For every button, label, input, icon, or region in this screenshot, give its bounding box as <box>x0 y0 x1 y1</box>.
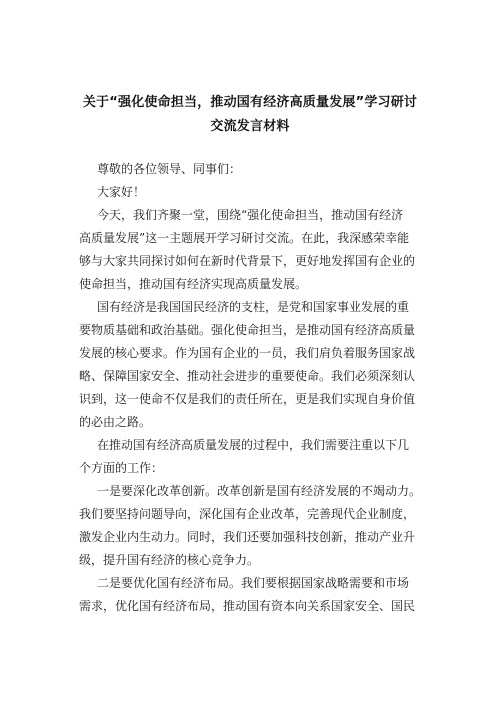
paragraph-5 <box>79 572 434 618</box>
greeting: 尊敬的各位领导、同事们： <box>97 162 242 176</box>
paragraph-line: 一是要深化改革创新。改革创新是国有经济发展的不竭动力。 <box>97 484 422 498</box>
paragraph-line: 激发企业内生动力。同时，我们还要加强科技创新，推动产业升 <box>79 530 416 544</box>
paragraph-line: 级，提升国有经济的核心竞争力。 <box>79 553 260 567</box>
paragraph-1 <box>79 204 434 296</box>
paragraph-line: 要物质基础和政治基础。强化使命担当，是推动国有经济高质量 <box>79 323 416 337</box>
document-title-line-1: 关于“强化使命担当，推动国有经济高质量发展”学习研讨 <box>82 95 418 110</box>
paragraph-line: 够与大家共同探讨如何在新时代背景下，更好地发挥国有企业的 <box>79 254 416 268</box>
paragraph-line: 略、保障国家安全、推动社会进步的重要使命。我们必须深刻认 <box>79 369 416 383</box>
paragraph-line: 的必由之路。 <box>79 415 152 429</box>
salutation: 大家好！ <box>97 185 146 199</box>
paragraph-line: 识到，这一使命不仅是我们的责任所在，更是我们实现自身价值 <box>79 392 416 406</box>
paragraph-3 <box>79 434 434 480</box>
paragraph-line: 在推动国有经济高质量发展的过程中，我们需要注重以下几 <box>97 438 410 452</box>
paragraph-line: 需求，优化国有经济布局，推动国有资本向关系国家安全、国民 <box>79 599 416 613</box>
document-title-line-2: 交流发言材料 <box>210 119 290 134</box>
paragraph-line: 今天，我们齐聚一堂，围绕“强化使命担当，推动国有经济 <box>97 208 404 222</box>
paragraph-line: 高质量发展”这一主题展开学习研讨交流。在此，我深感荣幸能 <box>79 231 410 245</box>
paragraph-2 <box>79 296 434 434</box>
paragraph-line: 国有经济是我国国民经济的支柱，是党和国家事业发展的重 <box>97 300 410 314</box>
document-body <box>79 158 434 618</box>
paragraph-line: 发展的核心要求。作为国有企业的一员，我们肩负着服务国家战 <box>79 346 416 360</box>
paragraph-line: 我们要坚持问题导向，深化国有企业改革，完善现代企业制度， <box>79 507 416 521</box>
paragraph-line: 二是要优化国有经济布局。我们要根据国家战略需要和市场 <box>97 576 410 590</box>
paragraph-4 <box>79 480 434 572</box>
paragraph-line: 使命担当，推动国有经济实现高质量发展。 <box>79 277 308 291</box>
paragraph-line: 个方面的工作： <box>79 461 164 475</box>
